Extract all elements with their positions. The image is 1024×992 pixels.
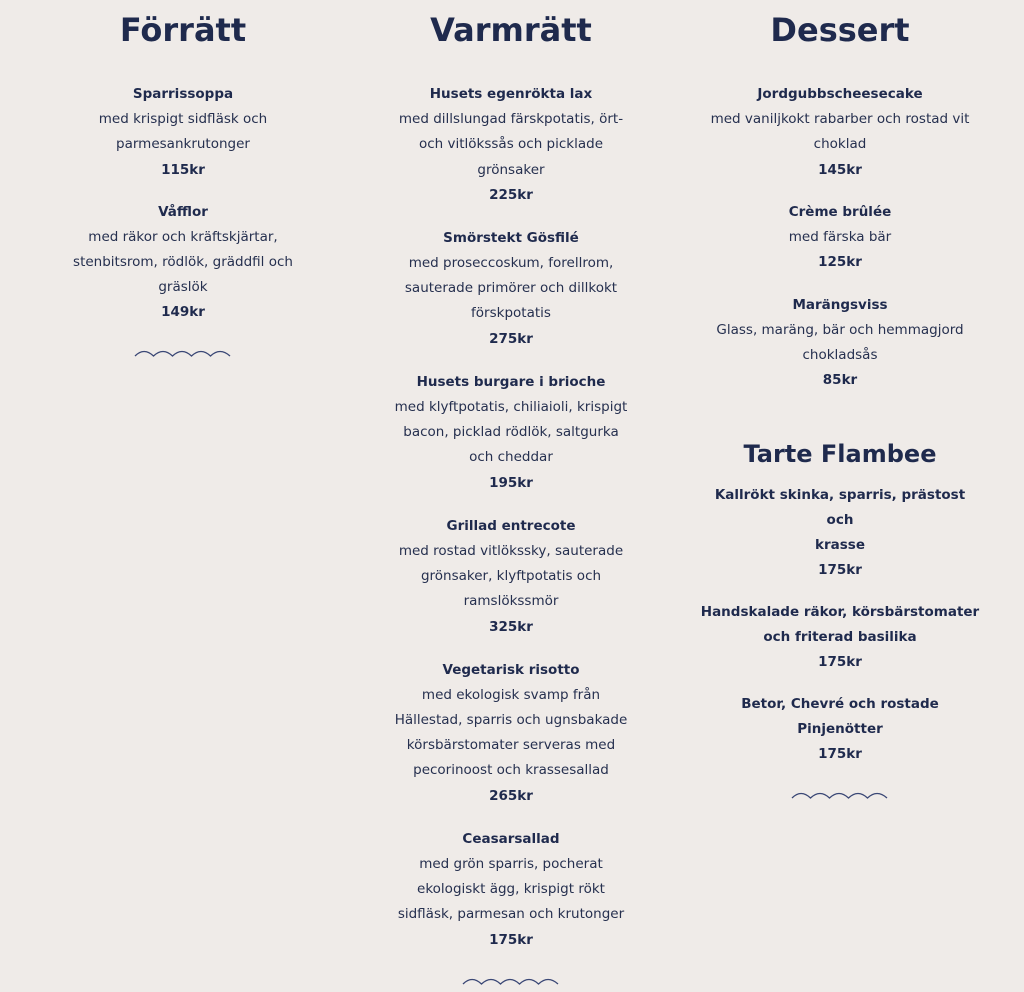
item-desc-line: gräslök xyxy=(158,279,208,296)
menu-item-risotto xyxy=(383,658,639,809)
item-price: 225kr xyxy=(489,186,533,203)
item-price: 145kr xyxy=(818,161,862,178)
item-price: 175kr xyxy=(489,931,533,948)
item-name: Våfflor xyxy=(158,203,208,220)
wave-divider-icon xyxy=(134,347,232,359)
item-desc-line: sauterade primörer och dillkokt xyxy=(404,280,618,297)
menu-item-tarte-betor xyxy=(700,692,980,767)
item-name: Smörstekt Gösfilé xyxy=(443,229,579,246)
item-desc-line: körsbärstomater serveras med xyxy=(406,737,616,754)
item-desc-line: chokladsås xyxy=(802,347,878,364)
dessert-column xyxy=(700,0,980,801)
item-price: 149kr xyxy=(161,304,205,321)
item-desc-line: Glass, maräng, bär och hemmagjord xyxy=(716,321,964,338)
varmratt-title: Varmrätt xyxy=(430,11,592,49)
item-desc-line: ekologiskt ägg, krispigt rökt xyxy=(417,881,605,898)
menu-item-lax xyxy=(383,82,639,208)
item-name: Marängsviss xyxy=(792,296,888,313)
item-desc-line: med grön sparris, pocherat xyxy=(419,855,603,872)
item-desc-line: och vitlökssås och picklade xyxy=(418,136,604,153)
menu-item-gosfile xyxy=(383,226,639,352)
item-desc-line: och cheddar xyxy=(469,449,553,466)
menu-item-ceasarsallad xyxy=(383,827,639,953)
item-price: 175kr xyxy=(818,562,862,579)
item-desc-line: med proseccoskum, forellrom, xyxy=(408,254,614,271)
item-name-line: och friterad basilika xyxy=(763,629,917,646)
item-name: Grillad entrecote xyxy=(446,517,576,534)
item-price: 325kr xyxy=(489,618,533,635)
menu-item-creme-brulee xyxy=(700,200,980,275)
item-desc-line: stenbitsrom, rödlök, gräddfil och xyxy=(73,253,293,270)
menu-item-entrecote xyxy=(383,514,639,640)
item-desc-line: parmesankrutonger xyxy=(116,136,250,153)
item-desc-line: bacon, picklad rödlök, saltgurka xyxy=(403,424,619,441)
item-name-line: Kallrökt skinka, sparris, prästost och xyxy=(714,487,966,529)
item-desc-line: förskpotatis xyxy=(471,305,551,322)
item-price: 175kr xyxy=(818,654,862,671)
item-name: Ceasarsallad xyxy=(462,830,560,847)
menu-item-sparrissoppa xyxy=(52,82,314,183)
menu-item-marangsviss xyxy=(700,293,980,394)
item-desc-line: choklad xyxy=(813,136,867,153)
item-name: Crème brûlée xyxy=(788,203,892,220)
item-desc-line: med vaniljkokt rabarber och rostad vit xyxy=(710,111,970,127)
item-desc-line: med ekologisk svamp från xyxy=(421,686,601,703)
item-desc-line: Hällestad, sparris och ugnsbakade xyxy=(394,711,628,728)
item-price: 125kr xyxy=(818,253,862,270)
item-price: 175kr xyxy=(818,746,862,763)
wave-divider-icon xyxy=(791,789,889,801)
item-price: 275kr xyxy=(489,330,533,347)
item-desc-line: med krispigt sidfläsk och xyxy=(98,111,268,127)
item-price: 265kr xyxy=(489,787,533,804)
menu-item-tarte-rakor xyxy=(700,600,980,675)
item-desc-line: grönsaker, klyftpotatis och xyxy=(420,567,602,584)
dessert-title: Dessert xyxy=(770,11,910,49)
forratt-column xyxy=(52,0,314,359)
item-name: Husets egenrökta lax xyxy=(429,86,593,102)
item-desc-line: sidfläsk, parmesan och krutonger xyxy=(397,906,625,923)
forratt-title: Förrätt xyxy=(119,11,247,49)
item-price: 195kr xyxy=(489,474,533,491)
item-name: Vegetarisk risotto xyxy=(442,661,580,678)
item-desc-line: med dillslungad färskpotatis, ört- xyxy=(398,111,624,127)
item-name: Husets burgare i brioche xyxy=(416,373,606,390)
menu-item-cheesecake xyxy=(700,82,980,183)
item-desc-line: grönsaker xyxy=(477,161,545,178)
item-price: 85kr xyxy=(822,372,858,389)
item-desc-line: med rostad vitlökssky, sauterade xyxy=(398,542,624,559)
item-name-line: Handskalade räkor, körsbärstomater xyxy=(700,604,980,621)
menu-item-burgare xyxy=(383,370,639,496)
item-desc-line: ramslökssmör xyxy=(463,593,559,610)
item-price: 115kr xyxy=(161,161,205,178)
menu-item-vafflor xyxy=(52,200,314,326)
item-desc-line: med klyftpotatis, chiliaioli, krispigt xyxy=(394,398,628,415)
item-desc-line: pecorinoost och krassesallad xyxy=(413,762,609,779)
item-name-line: Betor, Chevré och rostade Pinjenötter xyxy=(741,696,939,738)
item-desc-line: med räkor och kräftskjärtar, xyxy=(88,228,278,245)
varmratt-column xyxy=(383,0,639,987)
item-desc-line: med färska bär xyxy=(788,228,892,245)
item-name: Jordgubbscheesecake xyxy=(757,86,923,102)
tarte-flambee-title: Tarte Flambee xyxy=(743,440,937,469)
item-name: Sparrissoppa xyxy=(132,86,234,102)
wave-divider-icon xyxy=(462,975,560,987)
item-name-line: krasse xyxy=(815,537,865,554)
menu-item-tarte-skinka xyxy=(700,483,980,583)
